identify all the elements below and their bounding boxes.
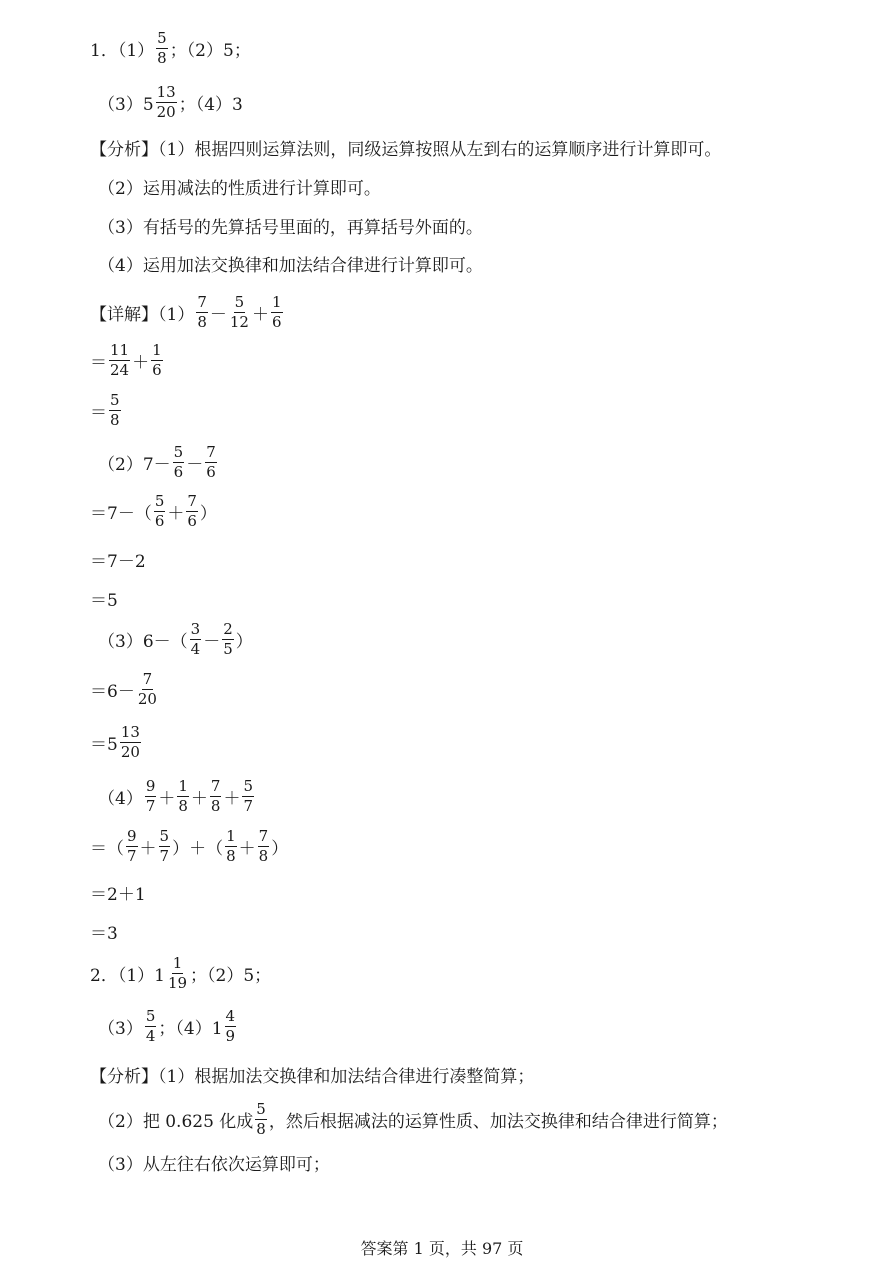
fraction-denominator: 7	[159, 846, 170, 865]
fraction-denominator: 8	[178, 796, 188, 815]
text-line	[90, 824, 288, 868]
text-line	[90, 489, 217, 533]
fraction	[173, 442, 185, 481]
fraction-numerator: 5	[145, 1006, 156, 1025]
fraction-denominator: 8	[256, 1119, 266, 1138]
fraction-numerator: 9	[145, 776, 156, 795]
text-run: （3）	[98, 1018, 143, 1039]
text-run: 【分析】（1）根据四则运算法则，同级运算按照从左到右的运算顺序进行计算即可。	[90, 139, 722, 160]
text-line	[98, 617, 253, 661]
fraction-denominator: 4	[190, 639, 201, 658]
fraction	[225, 1006, 237, 1045]
fraction-denominator: 8	[258, 846, 269, 865]
text-run: ＝5	[90, 590, 118, 611]
fraction-denominator: 5	[223, 639, 233, 658]
fraction	[196, 292, 208, 331]
text-run: （2）7－	[98, 454, 171, 475]
fraction	[156, 28, 168, 67]
fraction	[126, 826, 138, 865]
text-run: －	[203, 631, 221, 652]
fraction-denominator: 7	[145, 796, 156, 815]
page-footer: 答案第 1 页，共 97 页	[360, 1239, 524, 1258]
fraction	[258, 826, 270, 865]
fraction-numerator: 7	[206, 442, 216, 461]
text-run: （3）5	[98, 94, 154, 115]
fraction-denominator: 20	[156, 102, 176, 121]
fraction-denominator: 6	[206, 462, 216, 481]
text-run: ＋	[238, 838, 256, 859]
fraction-numerator: 5	[159, 826, 170, 845]
text-run: （4）	[98, 788, 143, 809]
text-line	[90, 576, 118, 620]
text-line	[90, 951, 271, 995]
fraction-denominator: 7	[127, 846, 137, 865]
text-line	[90, 1052, 534, 1096]
fraction	[167, 953, 188, 992]
fraction-denominator: 6	[154, 511, 165, 530]
text-line	[90, 388, 123, 432]
fraction-numerator: 13	[120, 722, 140, 741]
fraction-denominator: 6	[152, 360, 162, 379]
fraction	[205, 442, 217, 481]
text-run: ＝7－2	[90, 551, 146, 572]
text-run: ＋	[158, 788, 176, 809]
fraction	[186, 491, 198, 530]
fraction-denominator: 6	[271, 312, 282, 331]
fraction-numerator: 5	[173, 442, 184, 461]
fraction-numerator: 5	[243, 776, 254, 795]
fraction-numerator: 5	[234, 292, 245, 311]
fraction-denominator: 6	[173, 462, 184, 481]
fraction-numerator: 7	[142, 669, 153, 688]
text-run: ；（4）3	[178, 94, 243, 115]
fraction-numerator: 1	[178, 776, 188, 795]
fraction-denominator: 8	[210, 796, 221, 815]
fraction	[109, 340, 130, 379]
text-run: （3）有括号的先算括号里面的，再算括号外面的。	[98, 217, 483, 238]
fraction-denominator: 9	[225, 1026, 236, 1045]
fraction-numerator: 7	[197, 292, 207, 311]
fraction	[137, 669, 158, 708]
fraction-denominator: 4	[145, 1026, 156, 1045]
text-run: （3）从左往右依次运算即可；	[98, 1154, 330, 1175]
text-line	[98, 1004, 238, 1048]
text-line	[90, 720, 143, 764]
text-run: （2）把 0.625 化成	[98, 1111, 254, 1132]
text-line	[98, 1140, 330, 1184]
text-line	[90, 290, 285, 334]
text-line	[98, 164, 381, 208]
text-run: 【分析】（1）根据加法交换律和加法结合律进行凑整简算；	[90, 1066, 535, 1087]
text-run: 2．（1）1	[90, 965, 165, 986]
fraction	[242, 776, 254, 815]
text-line	[98, 80, 243, 124]
fraction	[154, 491, 166, 530]
text-run: （3）6－（	[98, 631, 188, 652]
fraction-numerator: 4	[225, 1006, 236, 1025]
fraction	[210, 776, 222, 815]
fraction-numerator: 9	[127, 826, 137, 845]
text-run: ＝5	[90, 734, 118, 755]
text-run: 1．（1）	[90, 40, 155, 61]
text-run: －	[209, 304, 227, 325]
fraction-denominator: 8	[197, 312, 207, 331]
fraction	[120, 722, 141, 761]
text-run: ；（4）1	[158, 1018, 223, 1039]
fraction	[145, 776, 157, 815]
text-line	[90, 870, 146, 914]
fraction	[159, 826, 171, 865]
text-run: （4）运用加法交换律和加法结合律进行计算即可。	[98, 255, 483, 276]
text-run: ）	[235, 631, 253, 652]
text-run: ＋	[223, 788, 241, 809]
text-line	[90, 26, 251, 70]
text-run: ＋	[132, 352, 150, 373]
text-run: ；（2）5；	[169, 40, 251, 61]
fraction-numerator: 7	[187, 491, 197, 510]
fraction-numerator: 7	[210, 776, 221, 795]
text-run: （2）运用减法的性质进行计算即可。	[98, 178, 381, 199]
fraction-numerator: 1	[226, 826, 236, 845]
text-line	[90, 909, 118, 953]
fraction-denominator: 8	[110, 410, 120, 429]
fraction-denominator: 20	[137, 689, 157, 708]
fraction-denominator: 8	[226, 846, 236, 865]
text-run: ＋	[139, 838, 157, 859]
text-run: ）＋（	[172, 838, 224, 859]
fraction-numerator: 5	[256, 1099, 266, 1118]
fraction	[225, 826, 237, 865]
fraction	[229, 292, 250, 331]
text-run: ＋	[251, 304, 269, 325]
text-run: －	[186, 454, 204, 475]
text-run: 【详解】（1）	[90, 304, 195, 325]
text-run: ＝	[90, 352, 107, 373]
fraction	[190, 619, 202, 658]
fraction-denominator: 12	[229, 312, 249, 331]
text-run: ，然后根据减法的运算性质、加法交换律和结合律进行简算；	[268, 1111, 728, 1132]
fraction-denominator: 6	[187, 511, 197, 530]
text-line	[98, 774, 256, 818]
fraction	[177, 776, 189, 815]
fraction	[109, 390, 121, 429]
fraction-numerator: 13	[156, 82, 176, 101]
text-run: ）	[199, 503, 217, 524]
fraction-numerator: 5	[154, 491, 165, 510]
text-run: ；（2）5；	[190, 965, 272, 986]
text-line	[90, 537, 146, 581]
fraction-numerator: 5	[110, 390, 120, 409]
text-run: ＝	[90, 402, 107, 423]
text-line	[90, 125, 721, 169]
fraction-numerator: 1	[271, 292, 282, 311]
text-run: ＝6－	[90, 681, 135, 702]
fraction-numerator: 11	[110, 340, 130, 359]
text-run: ＝（	[90, 838, 124, 859]
fraction-numerator: 5	[157, 28, 167, 47]
text-run: ＝2＋1	[90, 884, 146, 905]
fraction-denominator: 20	[120, 742, 140, 761]
fraction	[271, 292, 283, 331]
text-run: ＝7－（	[90, 503, 152, 524]
fraction	[151, 340, 163, 379]
fraction-denominator: 8	[157, 48, 167, 67]
fraction	[222, 619, 234, 658]
fraction-numerator: 3	[190, 619, 201, 638]
text-run: ＋	[190, 788, 208, 809]
fraction	[156, 82, 177, 121]
fraction-numerator: 7	[258, 826, 269, 845]
fraction	[255, 1099, 267, 1138]
fraction-numerator: 1	[172, 953, 183, 972]
text-run: ）	[271, 838, 289, 859]
fraction-numerator: 1	[152, 340, 162, 359]
text-line	[98, 440, 219, 484]
text-line	[90, 667, 160, 711]
fraction	[145, 1006, 157, 1045]
fraction-numerator: 2	[223, 619, 233, 638]
text-line	[90, 338, 165, 382]
fraction-denominator: 19	[167, 973, 188, 992]
text-run: ＋	[167, 503, 185, 524]
text-line	[98, 241, 483, 285]
fraction-denominator: 7	[243, 796, 254, 815]
text-run: ＝3	[90, 923, 118, 944]
text-line	[98, 1097, 728, 1141]
fraction-denominator: 24	[110, 360, 130, 379]
